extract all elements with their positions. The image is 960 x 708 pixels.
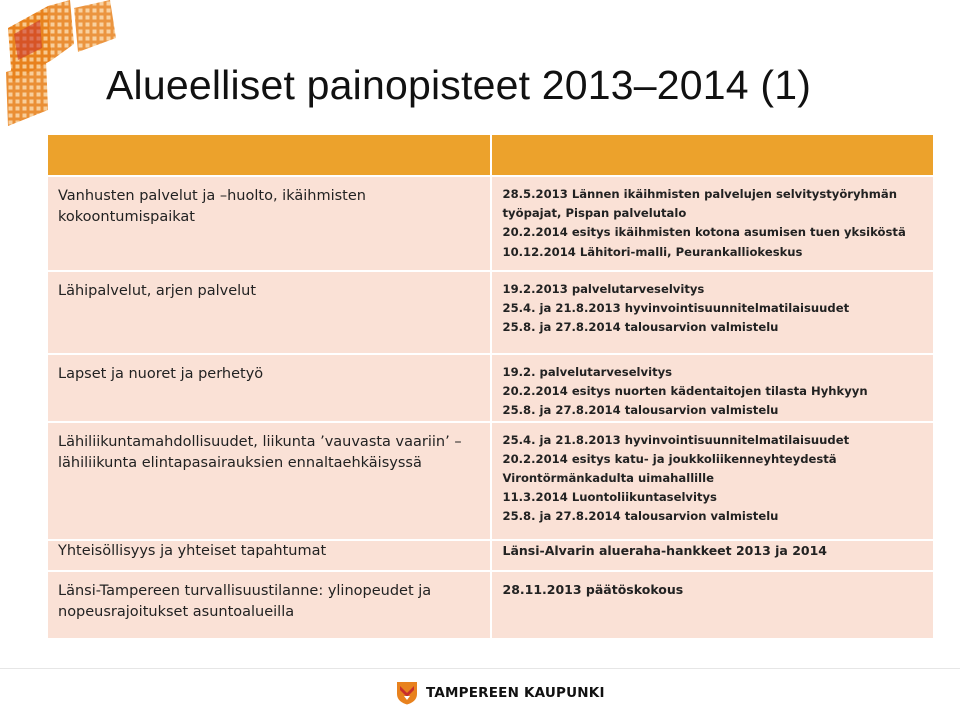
header-cell-right bbox=[491, 134, 935, 176]
topic-cell bbox=[47, 571, 491, 639]
table-row bbox=[47, 422, 934, 540]
topic-text: Lähipalvelut, arjen palvelut bbox=[58, 283, 257, 299]
topic-text: Yhteisöllisyys ja yhteiset tapahtumat bbox=[58, 542, 327, 559]
event-text: 25.8. ja 27.8.2014 talousarvion valmistelu bbox=[502, 509, 779, 524]
event-text: 25.8. ja 27.8.2014 talousarvion valmistelu bbox=[502, 320, 779, 335]
topic-cell bbox=[47, 540, 491, 571]
footer-divider bbox=[0, 668, 960, 669]
event-text: Virontörmänkadulta uimahallille bbox=[502, 471, 714, 486]
table-row bbox=[47, 540, 934, 571]
table-header-row bbox=[47, 134, 934, 176]
topic-text: lähiliikunta elintapasairauksien ennaltaehkäisyssä bbox=[58, 454, 422, 471]
events-cell bbox=[491, 271, 935, 354]
events-cell bbox=[491, 176, 935, 271]
topic-text: Länsi-Tampereen turvallisuustilanne: ylinopeudet ja bbox=[58, 582, 432, 599]
table-row bbox=[47, 176, 934, 271]
events-cell bbox=[491, 422, 935, 540]
topic-text: Lapset ja nuoret ja perhetyö bbox=[58, 366, 264, 382]
topic-cell bbox=[47, 354, 491, 422]
page-title: Alueelliset painopisteet 2013–2014 (1) bbox=[106, 62, 812, 108]
event-text: 28.5.2013 Lännen ikäihmisten palvelujen selvitystyöryhmän bbox=[502, 187, 897, 201]
topic-text: kokoontumispaikat bbox=[58, 209, 195, 225]
table-row bbox=[47, 271, 934, 354]
event-text: 11.3.2014 Luontoliikuntaselvitys bbox=[502, 490, 717, 505]
event-text: 19.2. palvelutarveselvitys bbox=[502, 365, 673, 379]
table-row bbox=[47, 354, 934, 422]
tampere-crest-logo-icon bbox=[396, 681, 418, 705]
topic-text: Lähiliikuntamahdollisuudet, liikunta ’vauvasta vaariin’ – bbox=[58, 433, 462, 450]
event-text: 25.4. ja 21.8.2013 hyvinvointisuunnitelmatilaisuudet bbox=[502, 432, 850, 447]
footer bbox=[396, 681, 605, 705]
event-text: työpajat, Pispan palvelutalo bbox=[502, 206, 687, 221]
table-row bbox=[47, 571, 934, 639]
event-text: 20.2.2014 esitys ikäihmisten kotona asumisen tuen yksiköstä bbox=[502, 225, 906, 240]
event-text: 19.2.2013 palvelutarveselvitys bbox=[502, 282, 705, 296]
event-text: 25.8. ja 27.8.2014 talousarvion valmistelu bbox=[502, 403, 779, 418]
topic-text: nopeusrajoitukset asuntoalueilla bbox=[58, 603, 295, 620]
header-cell-left bbox=[47, 134, 491, 176]
organization-name: TAMPEREEN KAUPUNKI bbox=[426, 685, 605, 701]
event-text: 10.12.2014 Lähitori-malli, Peurankalliokeskus bbox=[502, 244, 803, 259]
topic-text: Vanhusten palvelut ja –huolto, ikäihmisten bbox=[58, 188, 366, 204]
events-cell bbox=[491, 540, 935, 571]
event-text: 20.2.2014 esitys nuorten kädentaitojen tilasta Hyhkyyn bbox=[502, 384, 868, 399]
event-text: 25.4. ja 21.8.2013 hyvinvointisuunnitelmatilaisuudet bbox=[502, 301, 850, 316]
topic-cell bbox=[47, 176, 491, 271]
topic-cell bbox=[47, 422, 491, 540]
priorities-table bbox=[46, 133, 935, 640]
event-text: 20.2.2014 esitys katu- ja joukkoliikenneyhteydestä bbox=[502, 451, 837, 466]
event-text: 28.11.2013 päätöskokous bbox=[502, 581, 684, 597]
event-text: Länsi-Alvarin alueraha-hankkeet 2013 ja 2014 bbox=[502, 542, 827, 558]
events-cell bbox=[491, 571, 935, 639]
events-cell bbox=[491, 354, 935, 422]
topic-cell bbox=[47, 271, 491, 354]
